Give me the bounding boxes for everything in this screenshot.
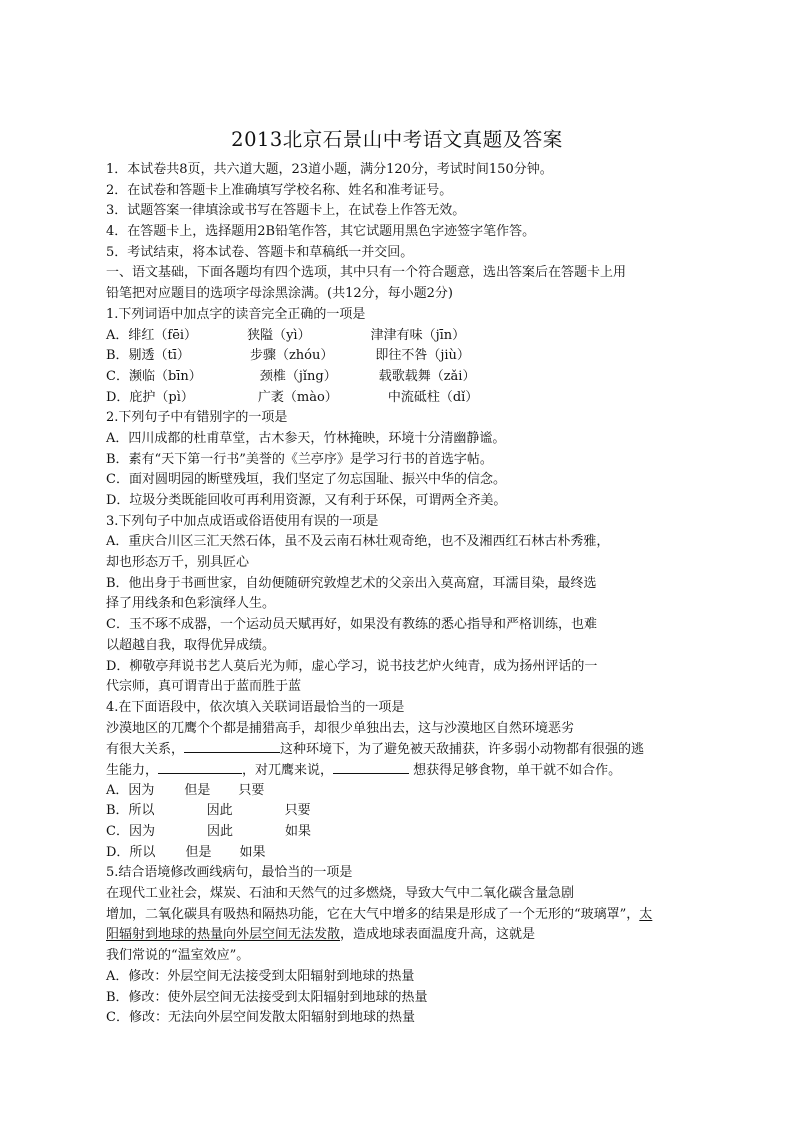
text-segment: 1．本试卷共8页，共六道大题，23道小题，满分120分，考试时间150分钟。	[106, 162, 553, 177]
text-line	[106, 1008, 726, 1029]
text-segment: 3．试题答案一律填涂或书写在答题卡上，在试卷上作答无效。	[106, 203, 466, 219]
text-line	[106, 429, 726, 450]
text-line	[106, 450, 726, 471]
text-segment: 广袤（mào）	[257, 389, 338, 405]
text-line	[106, 222, 726, 243]
text-line	[106, 326, 726, 347]
text-segment: 津津有味（jīn）	[370, 327, 466, 343]
text-segment: 我们常说的“温室效应”。	[106, 948, 250, 964]
text-segment: ，造成地球表面温度升高，这就是	[340, 927, 536, 943]
text-line	[106, 739, 726, 760]
text-segment: 想获得足够食物，单干就不如合作。	[409, 762, 622, 778]
text-segment: 1.下列词语中加点字的读音完全正确的一项是	[106, 306, 366, 322]
text-segment: D．所以	[106, 844, 156, 860]
text-line	[106, 160, 726, 181]
fill-in-blank	[184, 739, 280, 753]
text-line	[106, 822, 726, 843]
text-segment: 代宗师，真可谓青出于蓝而胜于蓝	[106, 679, 302, 695]
text-line	[106, 801, 726, 822]
text-segment: 沙漠地区的兀鹰个个都是捕猎高手，却很少单独出去，这与沙漠地区自然环境恶劣	[106, 720, 575, 736]
text-segment: 在现代工业社会，煤炭、石油和天然气的过多燃烧，导致大气中二氧化碳含量急剧	[106, 886, 575, 902]
text-line	[106, 408, 726, 429]
text-segment: C．修改：无法向外层空间发散太阳辐射到地球的热量	[106, 1010, 415, 1026]
text-segment: 择了用线条和色彩演绎人生。	[106, 596, 276, 612]
text-segment: B．所以	[106, 803, 155, 819]
text-line	[106, 181, 726, 202]
text-segment: C．因为	[106, 824, 155, 839]
text-segment: 却也形态万千，别具匠心	[106, 555, 250, 571]
text-line	[106, 698, 726, 719]
text-line	[106, 905, 726, 926]
text-line	[106, 263, 726, 284]
text-segment: 中流砥柱（dǐ）	[387, 389, 479, 405]
text-segment: C．濒临（bīn）	[106, 368, 202, 384]
text-segment: 如果	[284, 824, 311, 839]
text-line	[106, 615, 726, 636]
text-segment: 2.下列句子中有错别字的一项是	[106, 410, 288, 426]
text-line	[106, 760, 726, 781]
text-line	[106, 657, 726, 678]
text-segment: 铅笔把对应题目的选项字母涂黑涂满。(共12分，每小题2分)	[106, 286, 453, 302]
text-segment: 有很大关系，	[106, 742, 185, 758]
text-line	[106, 781, 726, 802]
text-line	[106, 512, 726, 533]
text-line	[106, 863, 726, 884]
text-segment: 步骤（zhóu）	[249, 348, 334, 364]
text-segment: 狭隘（yì）	[247, 327, 311, 343]
text-segment: ，对兀鹰来说，	[242, 762, 334, 778]
text-segment: C．玉不琢不成器，一个运动员天赋再好，如果没有教练的悉心指导和严格训练，也难	[106, 617, 597, 633]
text-segment: 生能力，	[106, 762, 159, 778]
text-line	[106, 201, 726, 222]
fill-in-blank	[333, 760, 409, 774]
text-segment: D．柳敬亭拜说书艺人莫后光为师，虚心学习，说书技艺炉火纯青，成为扬州评话的一	[106, 658, 598, 674]
text-line	[106, 388, 726, 409]
text-line	[106, 843, 726, 864]
text-line	[106, 988, 726, 1009]
fill-in-blank	[158, 760, 242, 774]
text-segment: 如果	[239, 844, 266, 860]
text-line	[106, 884, 726, 905]
text-segment: 只要	[284, 803, 311, 819]
text-line	[106, 574, 726, 595]
text-segment: C．面对圆明园的断壁残垣，我们坚定了勿忘国耻、振兴中华的信念。	[106, 472, 506, 488]
text-line	[106, 305, 726, 326]
text-line	[106, 491, 726, 512]
text-segment: 以超越自我，取得优异成绩。	[106, 637, 276, 653]
text-line	[106, 346, 726, 367]
underlined-text: 阳辐射到地球的热量向外层空间无法发散	[106, 927, 341, 943]
text-segment: A．重庆合川区三汇天然石体，虽不及云南石林壮观奇绝，也不及湘西红石林古朴秀雅，	[106, 534, 610, 550]
text-segment: 一、语文基础，下面各题均有四个选项，其中只有一个符合题意，选出答案后在答题卡上用	[106, 265, 627, 281]
document-body	[106, 160, 726, 1029]
text-segment: 2．在试卷和答题卡上准确填写学校名称、姓名和准考证号。	[106, 182, 453, 198]
text-segment: B．修改：使外层空间无法接受到太阳辐射到地球的热量	[106, 989, 428, 1005]
text-line	[106, 284, 726, 305]
text-line	[106, 367, 726, 388]
text-segment: 载歌载舞（zǎi）	[378, 368, 476, 384]
text-segment: 即往不咎（jiù）	[375, 348, 470, 364]
text-line	[106, 677, 726, 698]
text-segment: 颈椎（jǐng）	[259, 368, 337, 384]
text-segment: 4．在答题卡上，选择题用2B铅笔作答，其它试题用黑色字迹签字笔作答。	[106, 224, 536, 240]
text-line	[106, 967, 726, 988]
text-line	[106, 636, 726, 657]
text-line	[106, 946, 726, 967]
text-segment: 只要	[238, 782, 265, 798]
text-segment: D．垃圾分类既能回收可再利用资源，又有利于环保，可谓两全齐美。	[106, 493, 507, 508]
text-line	[106, 925, 726, 946]
text-segment: 5．考试结束，将本试卷、答题卡和草稿纸一并交回。	[106, 244, 414, 260]
text-segment: 3.下列句子中加点成语或俗语使用有误的一项是	[106, 513, 379, 529]
text-segment: A．绯红（fēi）	[106, 327, 198, 343]
text-line	[106, 594, 726, 615]
text-segment: D．庇护（pì）	[106, 389, 194, 405]
text-segment: 5.结合语境修改画线病句，最恰当的一项是	[106, 865, 353, 881]
underlined-text: 太	[639, 906, 653, 922]
text-line	[106, 553, 726, 574]
text-segment: A．四川成都的杜甫草堂，古木参天，竹林掩映，环境十分清幽静谧。	[106, 430, 506, 446]
text-line	[106, 719, 726, 740]
page-title: 2013北京石景山中考语文真题及答案	[231, 128, 563, 151]
text-segment: B．他出身于书画世家，自幼便随研究敦煌艺术的父亲出入莫高窟，耳濡目染，最终选	[106, 575, 597, 591]
text-segment: 增加，二氧化碳具有吸热和隔热功能，它在大气中增多的结果是形成了一个无形的“玻璃罩”，	[106, 906, 640, 922]
text-segment: 这种环境下，为了避免被天敌捕获，许多弱小动物都有很强的逃	[280, 742, 645, 758]
text-segment: 4.在下面语段中，依次填入关联词语最恰当的一项是	[106, 699, 405, 715]
text-segment: 但是	[184, 782, 211, 798]
text-segment: 因此	[206, 803, 233, 819]
text-line	[106, 243, 726, 264]
text-segment: B．剔透（tī）	[106, 348, 190, 364]
text-segment: A．修改：外层空间无法接受到太阳辐射到地球的热量	[106, 968, 415, 984]
text-segment: B．素有“天下第一行书”美誉的《兰亭序》是学习行书的首选字帖。	[106, 451, 493, 467]
text-segment: 因此	[206, 824, 233, 839]
text-line	[106, 532, 726, 553]
text-segment: A．因为	[106, 782, 155, 798]
text-line	[106, 470, 726, 491]
text-segment: 但是	[185, 844, 212, 860]
